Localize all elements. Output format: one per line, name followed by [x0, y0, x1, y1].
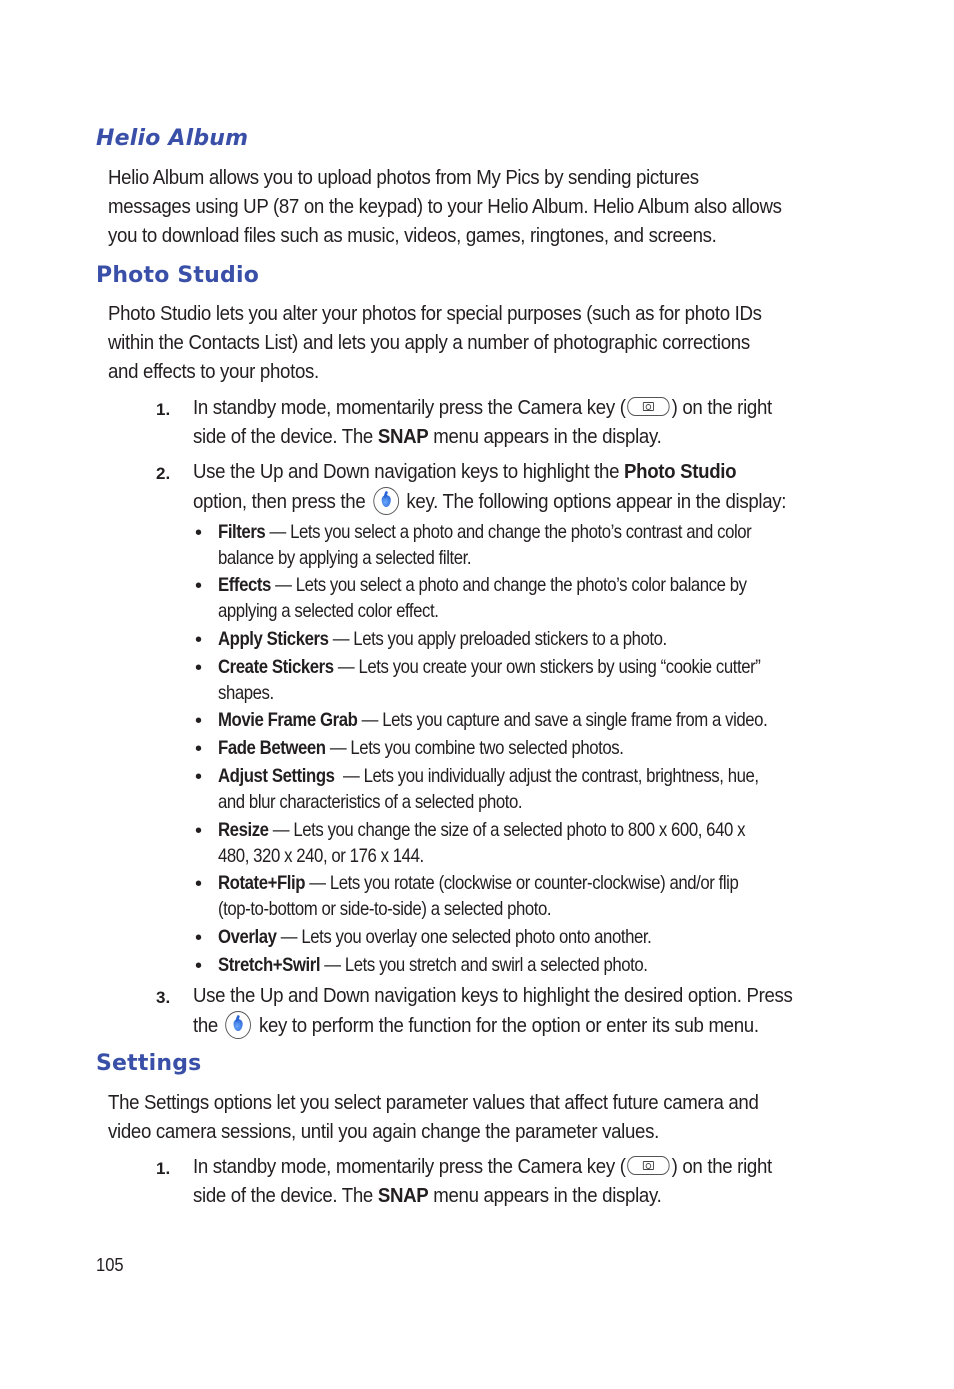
option-rotate-flip	[218, 871, 738, 922]
bullet-icon: •	[195, 766, 203, 788]
option-description: — Lets you combine two selected photos.	[325, 737, 624, 759]
step-text: menu appears in the display.	[428, 426, 662, 448]
bullet-icon: •	[195, 955, 203, 977]
text-line	[218, 708, 767, 734]
step-number: 2.	[156, 464, 171, 483]
text-line	[218, 764, 759, 790]
option-apply-stickers	[218, 627, 667, 653]
option-resize	[218, 818, 745, 869]
option-filters	[218, 520, 751, 571]
option-description: — Lets you individually adjust the contrast, brightness, hue,	[334, 765, 759, 787]
option-description: — Lets you overlay one selected photo onto another.	[276, 926, 652, 948]
option-description: — Lets you apply preloaded stickers to a photo.	[328, 628, 667, 650]
step-number: 1.	[156, 400, 171, 419]
bullet-icon: •	[195, 820, 203, 842]
step-number: 3.	[156, 988, 171, 1007]
step-text: side of the device. The	[193, 426, 378, 448]
text-line: video camera sessions, until you again change the parameter values.	[108, 1121, 659, 1143]
text-line	[193, 487, 786, 517]
text-line	[218, 736, 623, 762]
text-line	[193, 1011, 793, 1041]
snap-menu-name: SNAP	[377, 1185, 429, 1207]
photo-studio-step-3	[193, 982, 793, 1041]
option-name: Apply Stickers	[218, 628, 329, 650]
option-description: — Lets you create your own stickers by using “cookie cutter”	[333, 656, 761, 678]
option-movie-frame-grab	[218, 708, 767, 734]
option-create-stickers	[218, 655, 760, 706]
ok-key-icon	[226, 1011, 252, 1039]
option-description: — Lets you change the size of a selected photo to 800 x 600, 640 x	[268, 819, 746, 841]
bullet-icon: •	[195, 710, 203, 732]
option-name: Effects	[218, 574, 271, 596]
step-text: key to perform the function for the option or enter its sub menu.	[254, 1015, 759, 1037]
text-line: you to download files such as music, videos, games, ringtones, and screens.	[108, 225, 717, 247]
text-line	[218, 953, 648, 979]
settings-paragraph	[108, 1089, 789, 1147]
option-overlay	[218, 925, 651, 951]
camera-key-icon	[627, 397, 669, 416]
text-line: (top-to-bottom or side-to-side) a selected photo.	[218, 897, 552, 920]
option-description: — Lets you select a photo and change the photo’s contrast and color	[265, 521, 752, 543]
bullet-icon: •	[195, 575, 203, 597]
section-heading-photo-studio: Photo Studio	[96, 263, 260, 288]
text-line	[193, 394, 772, 423]
text-line: Photo Studio lets you alter your photos for special purposes (such as for photo IDs	[108, 303, 762, 325]
section-heading-helio-album: Helio Album	[96, 126, 249, 151]
text-line: applying a selected color effect.	[218, 599, 439, 622]
option-name: Stretch+Swirl	[218, 954, 321, 976]
option-fade-between	[218, 736, 623, 762]
option-description: — Lets you capture and save a single frame from a video.	[357, 709, 768, 731]
bullet-icon: •	[195, 873, 203, 895]
text-line: and effects to your photos.	[108, 361, 319, 383]
step-text: In standby mode, momentarily press the Camera key (	[193, 1156, 626, 1178]
text-line	[193, 1153, 772, 1182]
option-description: — Lets you stretch and swirl a selected photo.	[320, 954, 648, 976]
text-line	[193, 423, 772, 452]
step-text: ) on the right	[671, 1156, 772, 1178]
text-line: messages using UP (87 on the keypad) to your Helio Album. Helio Album also allows	[108, 196, 782, 218]
option-effects	[218, 573, 747, 624]
helio-album-paragraph	[108, 164, 789, 251]
text-line: shapes.	[218, 681, 274, 704]
bullet-icon: •	[195, 629, 203, 651]
snap-menu-name: SNAP	[377, 426, 429, 448]
text-line	[218, 520, 751, 546]
step-text: menu appears in the display.	[428, 1185, 662, 1207]
option-name: Overlay	[218, 926, 277, 948]
bullet-icon: •	[195, 522, 203, 544]
page-number: 105	[96, 1255, 124, 1275]
option-name: Resize	[218, 819, 269, 841]
text-line	[193, 458, 786, 487]
option-adjust-settings	[218, 764, 759, 815]
text-line	[218, 818, 745, 844]
text-line: 480, 320 x 240, or 176 x 144.	[218, 844, 424, 867]
step-text: ) on the right	[671, 397, 772, 419]
text-line: within the Contacts List) and lets you apply a number of photographic corrections	[108, 332, 750, 354]
camera-key-icon	[627, 1156, 669, 1175]
text-line: balance by applying a selected filter.	[218, 546, 472, 569]
step-text: side of the device. The	[193, 1185, 378, 1207]
photo-studio-option-name: Photo Studio	[624, 461, 737, 483]
text-line	[218, 627, 667, 653]
text-line	[218, 573, 747, 599]
option-name: Movie Frame Grab	[218, 709, 358, 731]
section-heading-settings: Settings	[96, 1051, 202, 1076]
option-description: — Lets you rotate (clockwise or counter-clockwise) and/or flip	[305, 872, 739, 894]
text-line	[218, 871, 738, 897]
text-line: Use the Up and Down navigation keys to highlight the desired option. Press	[193, 985, 793, 1007]
step-text: the	[193, 1015, 223, 1037]
option-name: Fade Between	[218, 737, 326, 759]
photo-studio-paragraph	[108, 300, 789, 387]
step-text: Use the Up and Down navigation keys to highlight the	[193, 461, 625, 483]
photo-studio-step-1	[193, 394, 772, 452]
option-name: Create Stickers	[218, 656, 334, 678]
ok-key-icon	[373, 487, 399, 515]
option-description: — Lets you select a photo and change the photo’s color balance by	[270, 574, 747, 596]
option-name: Filters	[218, 521, 266, 543]
photo-studio-step-2	[193, 458, 786, 517]
bullet-icon: •	[195, 738, 203, 760]
option-stretch-swirl	[218, 953, 648, 979]
bullet-icon: •	[195, 927, 203, 949]
settings-step-1	[193, 1153, 772, 1211]
option-name: Adjust Settings	[218, 765, 335, 787]
step-text: key. The following options appear in the display:	[401, 491, 787, 513]
step-number: 1.	[156, 1159, 171, 1178]
option-name: Rotate+Flip	[218, 872, 306, 894]
text-line: The Settings options let you select parameter values that affect future camera and	[108, 1092, 759, 1114]
text-line	[218, 925, 651, 951]
bullet-icon: •	[195, 657, 203, 679]
text-line	[218, 655, 760, 681]
step-text: In standby mode, momentarily press the Camera key (	[193, 397, 626, 419]
text-line	[193, 1182, 772, 1211]
text-line: and blur characteristics of a selected photo.	[218, 790, 523, 813]
text-line: Helio Album allows you to upload photos from My Pics by sending pictures	[108, 167, 699, 189]
step-text: option, then press the	[193, 491, 371, 513]
